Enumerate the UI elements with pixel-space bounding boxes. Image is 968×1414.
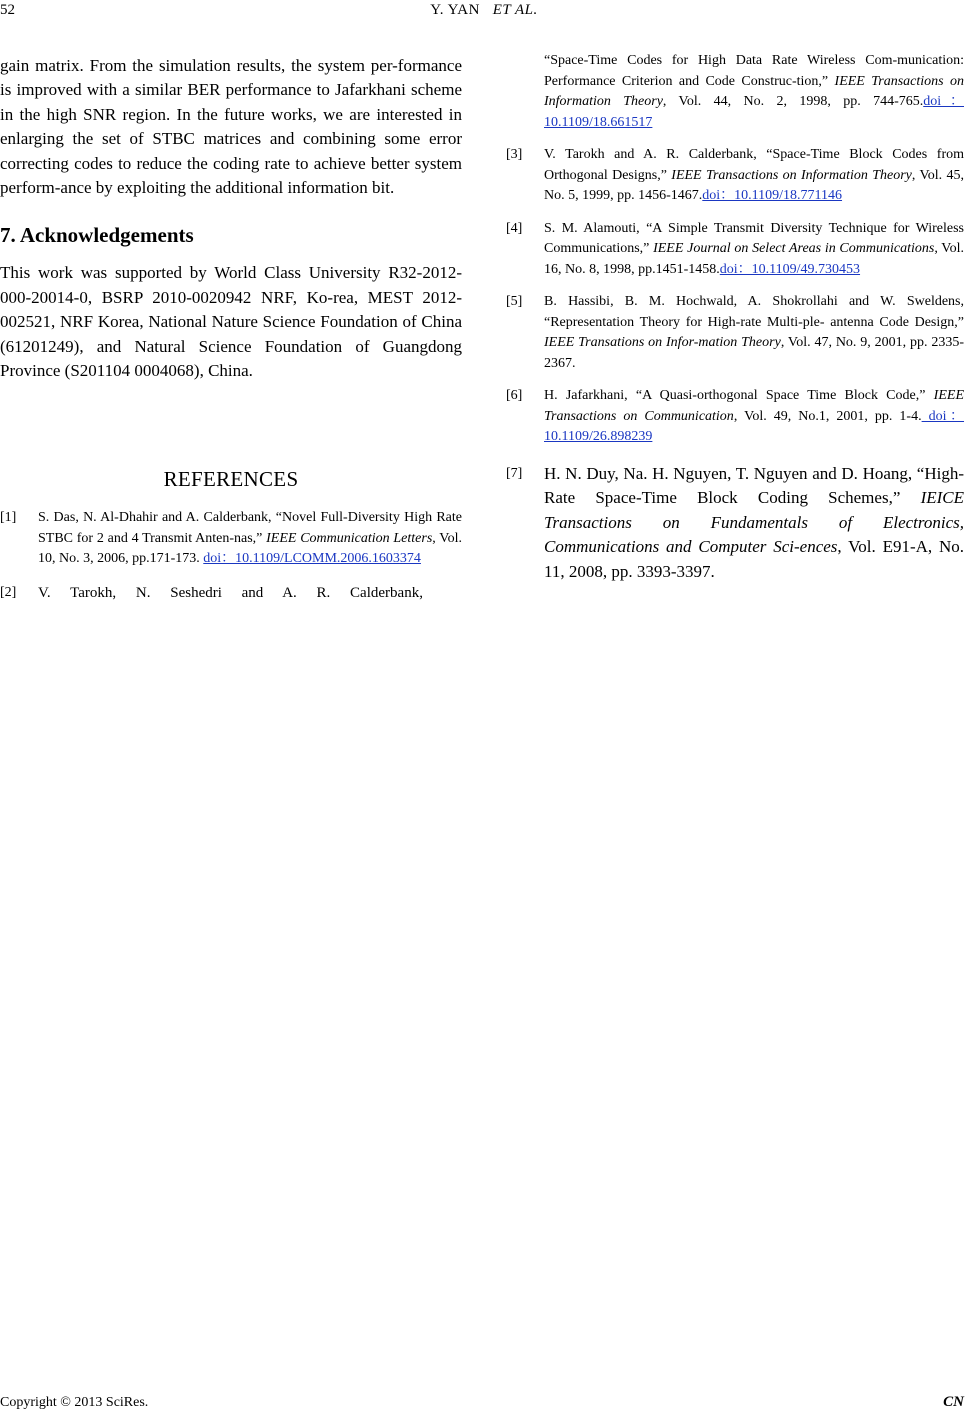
references-heading: REFERENCES (163, 467, 299, 492)
reference-item-5 (506, 292, 964, 374)
running-header-etal: ET AL. (492, 2, 538, 18)
reference-number: [4] (506, 220, 523, 236)
reference-item-6 (506, 386, 964, 448)
acknowledgements-paragraph: This work was supported by World Class University R32-2012-000-20014-0, BSRP 2010-0020942 NRF, Ko-rea, MEST 2012-002521, NRF Korea, National Nature Science Foundation of China (61201249), and Natural Science Foundation of Guangdong Province (S201104 0004068), China. (0, 263, 462, 381)
reference-text: “Space-Time Codes for High Data Rate Wireless Com-munication: Performance Criterion and Code Construc-tion,” IEEE Transactions on Information Theory, Vol. 44, No. 2, 1998, pp. 744-765.doi：10.1109/18.661517 (544, 53, 964, 130)
reference-journal: IEEE Communication Letters (266, 530, 433, 546)
reference-number: [5] (506, 294, 523, 309)
reference-text: H. Jafarkhani, “A Quasi-orthogonal Space Time Block Code,” IEEE Transactions on Communication, Vol. 49, No.1, 2001, pp. 1-4. doi：10.1109/26.898239 (544, 388, 965, 444)
acknowledgements-heading: 7. Acknowledgements (0, 223, 194, 248)
doi-link[interactable]: doi：10.1109/18.771146 (702, 188, 843, 203)
doi-link[interactable]: doi：10.1109/18.661517 (544, 94, 964, 130)
running-header (0, 2, 968, 19)
reference-number: [6] (506, 388, 523, 403)
reference-item-1 (0, 508, 462, 570)
left-column (0, 54, 462, 603)
journal-abbreviation: CN (943, 1394, 964, 1410)
reference-number: [3] (506, 147, 523, 162)
reference-text-start: V. Tarokh, N. Seshedri and A. R. Calderbank, (38, 584, 423, 601)
reference-journal: IEEE Transactions on Information Theory (671, 167, 912, 183)
reference-item-2 (0, 583, 462, 604)
reference-journal: IEICE Transactions on Fundamentals of Electronics, Communications and Computer Sci-ences (544, 488, 964, 556)
reference-journal: IEEE Transactions on Communication (544, 388, 964, 424)
doi-link[interactable]: doi：10.1109/LCOMM.2006.1603374 (203, 551, 421, 567)
page-number: 52 (0, 2, 15, 18)
reference-journal: IEEE Transations on Infor-mation Theory (544, 335, 781, 350)
reference-item-4 (506, 219, 964, 281)
reference-number: [2] (0, 584, 17, 600)
conclusion-paragraph: gain matrix. From the simulation results, the system per-formance is improved with a similar BER performance to Jafarkhani scheme in the high SNR region. In the future works, we are interested in enlarging the set of STBC matrices and combining some error correcting codes to reduce the coding rate to achieve better system perform-ance by exploiting the additional information bit. (0, 56, 462, 198)
reference-text: H. N. Duy, Na. H. Nguyen, T. Nguyen and D. Hoang, “High-Rate Space-Time Block Coding Schemes,” IEICE Transactions on Fundamentals of Electronics, Communications and Computer Sci-ences, Vol. E91-A, No. 11, 2008, pp. 3393-3397. (544, 463, 964, 581)
reference-item-2-continued (506, 51, 964, 133)
doi-link[interactable]: doi：10.1109/26.898239 (544, 408, 965, 444)
doi-link[interactable]: doi：10.1109/49.730453 (719, 261, 861, 277)
right-column (506, 51, 964, 584)
reference-journal: IEEE Journal on Select Areas in Communications (653, 241, 935, 256)
reference-item-3 (506, 145, 964, 207)
reference-text: S. Das, N. Al-Dhahir and A. Calderbank, “Novel Full-Diversity High Rate STBC for 2 and 4 Transmit Anten-nas,” IEEE Communication Letters, Vol. 10, No. 3, 2006, pp.171-173. doi：10.1109/LCOMM.2006.1603374 (38, 510, 462, 567)
running-header-authors: Y. YAN (430, 2, 480, 18)
reference-text: S. M. Alamouti, “A Simple Transmit Diversity Technique for Wireless Communications,” IEEE Journal on Select Areas in Communications, Vol. 16, No. 8, 1998, pp.1451-1458.doi：10.1109/49.730453 (544, 220, 964, 277)
reference-text: V. Tarokh and A. R. Calderbank, “Space-Time Block Codes from Orthogonal Designs,” IEEE Transactions on Information Theory, Vol. 45, No. 5, 1999, pp. 1456-1467.doi：10.1109/18.771146 (544, 147, 964, 203)
reference-item-7 (506, 462, 964, 585)
reference-number: [7] (506, 465, 523, 481)
reference-journal: IEEE Transactions on Information Theory (544, 73, 964, 109)
copyright-notice: Copyright © 2013 SciRes. (0, 1395, 149, 1410)
reference-number: [1] (0, 510, 17, 526)
reference-text: B. Hassibi, B. M. Hochwald, A. Shokrollahi and W. Sweldens, “Representation Theory for High-rate Multi-ple- antenna Code Design,” IEEE Transations on Infor-mation Theory, Vol. 47, No. 9, 2001, pp. 2335-2367. (544, 294, 965, 371)
